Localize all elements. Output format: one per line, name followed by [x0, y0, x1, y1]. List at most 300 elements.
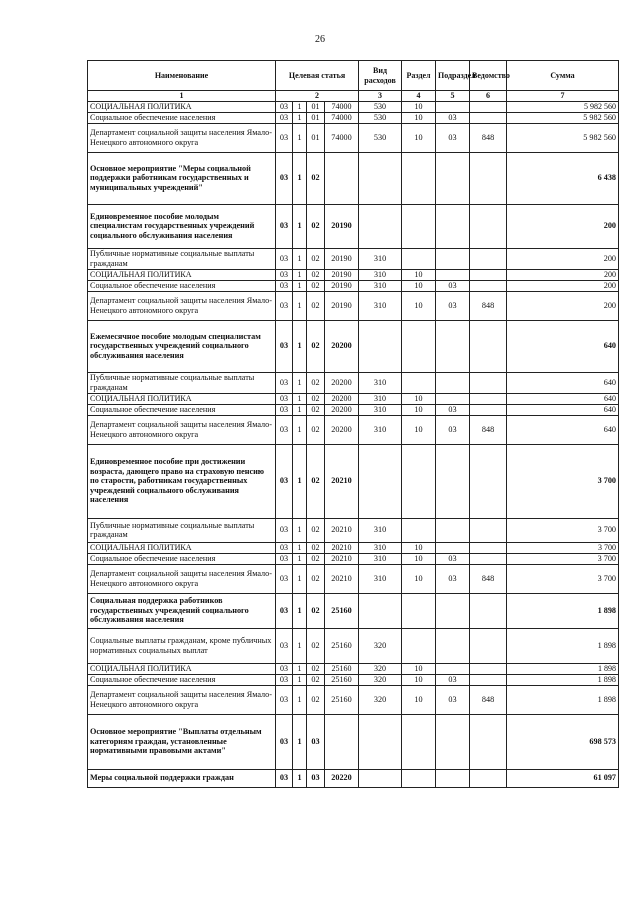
code-activity: 02 — [307, 553, 325, 564]
section — [402, 444, 436, 518]
subsection — [436, 628, 470, 663]
expense-type: 310 — [359, 564, 402, 593]
section — [402, 152, 436, 204]
row-name: Публичные нормативные социальные выплаты гражданам — [88, 248, 276, 269]
department-code — [470, 248, 507, 269]
department-code — [470, 152, 507, 204]
code-subprogram: 1 — [293, 112, 307, 123]
amount: 5 982 560 — [507, 112, 619, 123]
code-direction: 20200 — [325, 372, 359, 393]
department-code — [470, 393, 507, 404]
code-program: 03 — [276, 674, 293, 685]
expense-type: 530 — [359, 123, 402, 152]
section: 10 — [402, 404, 436, 415]
row-name: Социальное обеспечение населения — [88, 674, 276, 685]
column-number: 1 — [88, 91, 276, 102]
expense-type: 310 — [359, 372, 402, 393]
subsection — [436, 320, 470, 372]
amount: 200 — [507, 291, 619, 320]
column-number: 7 — [507, 91, 619, 102]
amount: 200 — [507, 269, 619, 280]
subsection — [436, 542, 470, 553]
row-name: Департамент социальной защиты населения Ямало-Ненецкого автономного округа — [88, 291, 276, 320]
code-direction: 20210 — [325, 553, 359, 564]
code-program: 03 — [276, 593, 293, 628]
department-code — [470, 269, 507, 280]
section: 10 — [402, 291, 436, 320]
table-row — [88, 112, 619, 123]
code-subprogram: 1 — [293, 628, 307, 663]
subsection — [436, 204, 470, 248]
header-department: Ведомство — [470, 61, 507, 91]
row-name: СОЦИАЛЬНАЯ ПОЛИТИКА — [88, 269, 276, 280]
code-subprogram: 1 — [293, 204, 307, 248]
subsection — [436, 248, 470, 269]
section — [402, 320, 436, 372]
code-program: 03 — [276, 152, 293, 204]
section — [402, 628, 436, 663]
department-code — [470, 404, 507, 415]
code-direction: 25160 — [325, 663, 359, 674]
column-number: 6 — [470, 91, 507, 102]
department-code — [470, 628, 507, 663]
table-row — [88, 593, 619, 628]
department-code — [470, 101, 507, 112]
amount: 200 — [507, 280, 619, 291]
code-activity: 02 — [307, 320, 325, 372]
department-code — [470, 674, 507, 685]
header-section: Раздел — [402, 61, 436, 91]
code-activity: 01 — [307, 123, 325, 152]
table-row — [88, 291, 619, 320]
amount: 1 898 — [507, 593, 619, 628]
code-program: 03 — [276, 280, 293, 291]
row-name: Департамент социальной защиты населения Ямало-Ненецкого автономного округа — [88, 123, 276, 152]
code-subprogram: 1 — [293, 123, 307, 152]
row-name: Единовременное пособие молодым специалистам государственных учреждений социального обслуживания населения — [88, 204, 276, 248]
row-name: Социальное обеспечение населения — [88, 280, 276, 291]
code-activity: 02 — [307, 152, 325, 204]
department-code: 848 — [470, 685, 507, 714]
code-direction: 20210 — [325, 542, 359, 553]
row-name: СОЦИАЛЬНАЯ ПОЛИТИКА — [88, 393, 276, 404]
amount: 3 700 — [507, 553, 619, 564]
department-code — [470, 444, 507, 518]
code-direction: 20190 — [325, 269, 359, 280]
code-direction: 74000 — [325, 123, 359, 152]
code-program: 03 — [276, 628, 293, 663]
expense-type: 530 — [359, 101, 402, 112]
section — [402, 769, 436, 787]
code-activity: 02 — [307, 248, 325, 269]
code-direction: 74000 — [325, 101, 359, 112]
code-subprogram: 1 — [293, 269, 307, 280]
code-activity: 01 — [307, 112, 325, 123]
code-program: 03 — [276, 518, 293, 542]
subsection — [436, 152, 470, 204]
code-activity: 02 — [307, 628, 325, 663]
code-subprogram: 1 — [293, 415, 307, 444]
code-program: 03 — [276, 415, 293, 444]
row-name: СОЦИАЛЬНАЯ ПОЛИТИКА — [88, 663, 276, 674]
table-row — [88, 393, 619, 404]
section: 10 — [402, 101, 436, 112]
code-direction: 25160 — [325, 593, 359, 628]
department-code: 848 — [470, 123, 507, 152]
amount: 6 438 — [507, 152, 619, 204]
section — [402, 372, 436, 393]
amount: 3 700 — [507, 518, 619, 542]
table-body — [88, 101, 619, 787]
table-row — [88, 280, 619, 291]
expense-type: 320 — [359, 663, 402, 674]
department-code — [470, 769, 507, 787]
row-name: Социальное обеспечение населения — [88, 112, 276, 123]
department-code — [470, 372, 507, 393]
code-direction: 20200 — [325, 404, 359, 415]
code-activity: 02 — [307, 404, 325, 415]
expense-type: 310 — [359, 248, 402, 269]
amount: 1 898 — [507, 628, 619, 663]
expense-type: 310 — [359, 415, 402, 444]
table-header-row — [88, 61, 619, 91]
subsection — [436, 393, 470, 404]
subsection: 03 — [436, 280, 470, 291]
subsection — [436, 714, 470, 769]
amount: 1 898 — [507, 685, 619, 714]
expense-type: 310 — [359, 553, 402, 564]
department-code — [470, 553, 507, 564]
subsection: 03 — [436, 112, 470, 123]
section: 10 — [402, 685, 436, 714]
expense-type — [359, 769, 402, 787]
header-target-article: Целевая статья — [276, 61, 359, 91]
code-activity: 02 — [307, 415, 325, 444]
department-code — [470, 542, 507, 553]
code-direction: 25160 — [325, 685, 359, 714]
table-row — [88, 714, 619, 769]
section: 10 — [402, 415, 436, 444]
amount: 3 700 — [507, 564, 619, 593]
row-name: Социальные выплаты гражданам, кроме публичных нормативных социальных выплат — [88, 628, 276, 663]
department-code: 848 — [470, 415, 507, 444]
code-program: 03 — [276, 248, 293, 269]
subsection: 03 — [436, 674, 470, 685]
table-row — [88, 553, 619, 564]
amount: 640 — [507, 415, 619, 444]
row-name: Публичные нормативные социальные выплаты гражданам — [88, 372, 276, 393]
section — [402, 714, 436, 769]
department-code — [470, 593, 507, 628]
expense-type: 310 — [359, 291, 402, 320]
code-activity: 02 — [307, 291, 325, 320]
amount: 640 — [507, 404, 619, 415]
code-program: 03 — [276, 320, 293, 372]
row-name: Меры социальной поддержки граждан — [88, 769, 276, 787]
table-row — [88, 269, 619, 280]
row-name: Департамент социальной защиты населения Ямало-Ненецкого автономного округа — [88, 564, 276, 593]
header-amount: Сумма — [507, 61, 619, 91]
expense-type — [359, 593, 402, 628]
expense-type: 310 — [359, 269, 402, 280]
expense-type: 310 — [359, 542, 402, 553]
subsection — [436, 372, 470, 393]
amount: 640 — [507, 320, 619, 372]
subsection: 03 — [436, 685, 470, 714]
row-name: Публичные нормативные социальные выплаты гражданам — [88, 518, 276, 542]
code-activity: 02 — [307, 372, 325, 393]
code-subprogram: 1 — [293, 553, 307, 564]
code-subprogram: 1 — [293, 248, 307, 269]
amount: 698 573 — [507, 714, 619, 769]
table-row — [88, 372, 619, 393]
department-code — [470, 112, 507, 123]
row-name: Департамент социальной защиты населения Ямало-Ненецкого автономного округа — [88, 415, 276, 444]
row-name: СОЦИАЛЬНАЯ ПОЛИТИКА — [88, 101, 276, 112]
code-program: 03 — [276, 553, 293, 564]
code-activity: 02 — [307, 593, 325, 628]
subsection: 03 — [436, 553, 470, 564]
subsection: 03 — [436, 123, 470, 152]
code-subprogram: 1 — [293, 372, 307, 393]
code-subprogram: 1 — [293, 685, 307, 714]
section: 10 — [402, 553, 436, 564]
code-program: 03 — [276, 663, 293, 674]
row-name: Социальное обеспечение населения — [88, 404, 276, 415]
table-row — [88, 564, 619, 593]
expense-type — [359, 714, 402, 769]
section: 10 — [402, 393, 436, 404]
code-subprogram: 1 — [293, 404, 307, 415]
subsection: 03 — [436, 415, 470, 444]
subsection — [436, 518, 470, 542]
section: 10 — [402, 269, 436, 280]
code-direction — [325, 714, 359, 769]
code-activity: 02 — [307, 674, 325, 685]
subsection — [436, 769, 470, 787]
expense-type: 320 — [359, 674, 402, 685]
code-direction: 20210 — [325, 444, 359, 518]
section: 10 — [402, 542, 436, 553]
table-row — [88, 628, 619, 663]
row-name: Основное мероприятие "Выплаты отдельным категориям граждан, установленные нормативными правовыми актами" — [88, 714, 276, 769]
code-subprogram: 1 — [293, 593, 307, 628]
amount: 200 — [507, 248, 619, 269]
code-subprogram: 1 — [293, 674, 307, 685]
table-row — [88, 415, 619, 444]
header-expense-type: Вид расходов — [359, 61, 402, 91]
code-subprogram: 1 — [293, 769, 307, 787]
row-name: Ежемесячное пособие молодым специалистам государственных учреждений социального обслуживания населения — [88, 320, 276, 372]
row-name: СОЦИАЛЬНАЯ ПОЛИТИКА — [88, 542, 276, 553]
code-direction: 20200 — [325, 393, 359, 404]
section — [402, 248, 436, 269]
department-code — [470, 320, 507, 372]
code-program: 03 — [276, 204, 293, 248]
expense-type: 310 — [359, 518, 402, 542]
amount: 1 898 — [507, 674, 619, 685]
expense-type — [359, 204, 402, 248]
subsection — [436, 593, 470, 628]
expense-type: 530 — [359, 112, 402, 123]
budget-table — [87, 60, 619, 788]
section: 10 — [402, 123, 436, 152]
code-activity: 02 — [307, 269, 325, 280]
table-row — [88, 101, 619, 112]
code-program: 03 — [276, 404, 293, 415]
column-number: 2 — [276, 91, 359, 102]
expense-type — [359, 152, 402, 204]
row-name: Социальное обеспечение населения — [88, 553, 276, 564]
expense-type — [359, 320, 402, 372]
code-program: 03 — [276, 542, 293, 553]
table-row — [88, 518, 619, 542]
code-activity: 01 — [307, 101, 325, 112]
code-direction: 20190 — [325, 280, 359, 291]
code-program: 03 — [276, 769, 293, 787]
amount: 3 700 — [507, 542, 619, 553]
page-number: 26 — [315, 34, 325, 45]
code-activity: 02 — [307, 204, 325, 248]
code-program: 03 — [276, 269, 293, 280]
code-activity: 03 — [307, 714, 325, 769]
table-row — [88, 204, 619, 248]
code-subprogram: 1 — [293, 714, 307, 769]
code-program: 03 — [276, 372, 293, 393]
table-row — [88, 320, 619, 372]
code-subprogram: 1 — [293, 291, 307, 320]
code-activity: 02 — [307, 444, 325, 518]
section: 10 — [402, 280, 436, 291]
code-subprogram: 1 — [293, 393, 307, 404]
column-number: 5 — [436, 91, 470, 102]
table-row — [88, 663, 619, 674]
row-name: Единовременное пособие при достижении возраста, дающего право на страховую пенсию по старости, работникам государственных учреждений социального обслуживания населения — [88, 444, 276, 518]
code-activity: 02 — [307, 685, 325, 714]
code-program: 03 — [276, 291, 293, 320]
code-subprogram: 1 — [293, 444, 307, 518]
code-subprogram: 1 — [293, 518, 307, 542]
code-subprogram: 1 — [293, 542, 307, 553]
code-subprogram: 1 — [293, 152, 307, 204]
amount: 1 898 — [507, 663, 619, 674]
row-name: Основное мероприятие "Меры социальной поддержки работникам государственных и муниципальных учреждений" — [88, 152, 276, 204]
code-direction — [325, 152, 359, 204]
code-subprogram: 1 — [293, 101, 307, 112]
code-activity: 02 — [307, 542, 325, 553]
code-program: 03 — [276, 123, 293, 152]
code-activity: 02 — [307, 518, 325, 542]
amount: 640 — [507, 393, 619, 404]
department-code — [470, 204, 507, 248]
table-row — [88, 123, 619, 152]
code-activity: 02 — [307, 564, 325, 593]
section: 10 — [402, 564, 436, 593]
section: 10 — [402, 663, 436, 674]
section — [402, 593, 436, 628]
amount: 5 982 560 — [507, 123, 619, 152]
table-row — [88, 248, 619, 269]
expense-type: 310 — [359, 404, 402, 415]
code-subprogram: 1 — [293, 280, 307, 291]
code-direction: 25160 — [325, 628, 359, 663]
code-activity: 03 — [307, 769, 325, 787]
code-direction: 20190 — [325, 248, 359, 269]
subsection — [436, 663, 470, 674]
code-program: 03 — [276, 685, 293, 714]
table-row — [88, 152, 619, 204]
table-row — [88, 685, 619, 714]
amount: 5 982 560 — [507, 101, 619, 112]
code-activity: 02 — [307, 663, 325, 674]
code-direction: 20200 — [325, 320, 359, 372]
code-program: 03 — [276, 393, 293, 404]
code-direction: 25160 — [325, 674, 359, 685]
expense-type: 320 — [359, 628, 402, 663]
subsection — [436, 101, 470, 112]
expense-type — [359, 444, 402, 518]
section: 10 — [402, 112, 436, 123]
subsection: 03 — [436, 564, 470, 593]
code-program: 03 — [276, 714, 293, 769]
code-activity: 02 — [307, 393, 325, 404]
subsection: 03 — [436, 291, 470, 320]
expense-type: 310 — [359, 280, 402, 291]
code-program: 03 — [276, 444, 293, 518]
column-number: 4 — [402, 91, 436, 102]
header-subsection: Подраздел — [436, 61, 470, 91]
department-code — [470, 280, 507, 291]
table-row — [88, 444, 619, 518]
code-direction: 74000 — [325, 112, 359, 123]
code-direction: 20210 — [325, 518, 359, 542]
row-name: Департамент социальной защиты населения Ямало-Ненецкого автономного округа — [88, 685, 276, 714]
header-name: Наименование — [88, 61, 276, 91]
code-program: 03 — [276, 564, 293, 593]
table-row — [88, 674, 619, 685]
code-subprogram: 1 — [293, 320, 307, 372]
section — [402, 204, 436, 248]
code-program: 03 — [276, 101, 293, 112]
department-code — [470, 663, 507, 674]
code-activity: 02 — [307, 280, 325, 291]
code-direction: 20220 — [325, 769, 359, 787]
subsection: 03 — [436, 404, 470, 415]
code-subprogram: 1 — [293, 663, 307, 674]
department-code: 848 — [470, 564, 507, 593]
amount: 61 097 — [507, 769, 619, 787]
department-code — [470, 518, 507, 542]
amount: 640 — [507, 372, 619, 393]
row-name: Социальная поддержка работников государственных учреждений социального обслуживания населения — [88, 593, 276, 628]
table-row — [88, 769, 619, 787]
code-direction: 20190 — [325, 291, 359, 320]
code-subprogram: 1 — [293, 564, 307, 593]
code-direction: 20200 — [325, 415, 359, 444]
department-code — [470, 714, 507, 769]
code-direction: 20190 — [325, 204, 359, 248]
column-number: 3 — [359, 91, 402, 102]
code-program: 03 — [276, 112, 293, 123]
expense-type: 310 — [359, 393, 402, 404]
amount: 3 700 — [507, 444, 619, 518]
subsection — [436, 444, 470, 518]
section — [402, 518, 436, 542]
expense-type: 320 — [359, 685, 402, 714]
department-code: 848 — [470, 291, 507, 320]
section: 10 — [402, 674, 436, 685]
table-row — [88, 404, 619, 415]
